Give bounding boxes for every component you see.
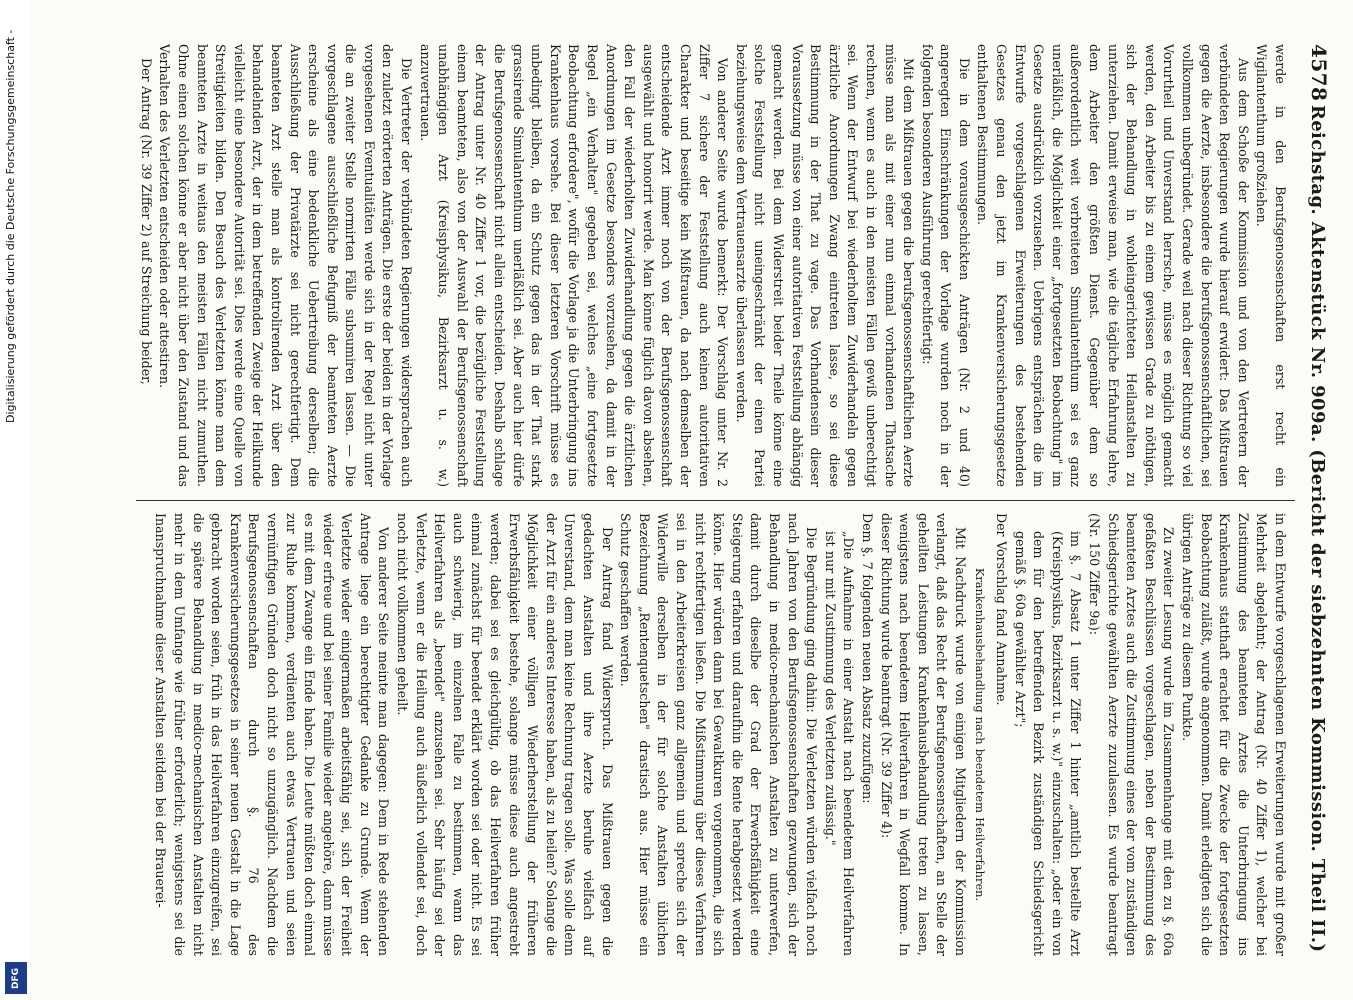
paragraph: Von anderer Seite wurde bemerkt: Der Vorschlag unter Nr. 2 Ziffer 7 sichere der Feststellung auch keinen autoritativen Charakter und beseitige kein Mißtrauen, da nach demselben der entscheidende Arzt immer noch von der Berufsgenossenschaft ausgewählt und honorirt werde. Man könne füglich davon absehen, den Fall der wiederholten Zuwiderhandlung gegen die ärztlichen Anordnungen im Gesetze besonders vorzusehen, da damit in der Regel „ein Verhalten" gegeben sei, welches „eine fortgesetzte Beobachtung erfordere", wofür die Vorlage ja die Unterbringung ins Krankenhaus vorsehe. Bei dieser letzteren Vorschrift müsse es unbedingt bleiben, da ein Schutz gegen das in der That stark grassirende Simulantenthum unerläßlich sei. Aber auch hier dürfe die Berufsgenossenschaft nicht allein entscheiden. Deshalb schlage der Antrag unter Nr. 40 Ziffer 1 vor, die bezügliche Feststellung einem beamteten, also von der Auswahl der Berufsgenossenschaft unabhängigen Arzt (Kreisphysikus, Bezirksarzt u. s. w.) anzuvertrauen. [417, 44, 731, 487]
paragraph: in dem Entwurfe vorgeschlagenen Erweiterungen wurde mit großer Mehrheit abgelehnt; der Antrag (Nr. 40 Ziffer 1), welcher bei Zustimmung des beamteten Arztes die Unterbringung ins Krankenhaus statthaft erachtet für die Zwecke der fortgesetzten Beobachtung zuläßt, wurde angenommen. Damit erledigten sich die übrigen Anträge zu diesem Punkte. [1180, 513, 1288, 956]
dfg-logo: DFG [5, 962, 27, 994]
left-column [136, 44, 1289, 487]
paragraph: Die Vertreter der verbündeten Regierungen widersprachen auch den zuletzt erörterten Anträgen. Die erste der beiden in der Vorlage vorgesehenen Eventualitäten werde sich in der Regel nicht unter die an zweiter Stelle normirten Fälle subsumiren lassen. — Die vorgeschlagene ausschließliche Befugniß der beamteten Aerzte erscheine als eine bedenkliche Uebertreibung derselben; die Ausschließung der Privatärzte sei nicht gerechtfertigt. Dem beamteten Arzt stelle man als kontrolirenden Arzt über den behandelnden Arzt, der in dem betreffenden Zweige der Heilkunde vielleicht eine besondere Autorität sei. Dies werde eine Quelle von Streitigkeiten bilden. Den Besuch des Verletzten könne man dem beamteten Arzte in weitaus den meisten Fällen nicht zumuthen. Ohne einen solchen könne er aber nicht über den Zustand und das Verhalten des Verletzten entscheiden oder attestiren. [157, 44, 415, 487]
column-divider [136, 500, 1295, 501]
paragraph: Die Begründung ging dahin: Die Verletzten würden vielfach noch nach Jahren von den Berufsgenossenschaften gezwungen, sich der Behandlung in medico-mechanischen Anstalten zu unterwerfen, damit durch dieselbe der Grad der Erwerbsfähigkeit eine Steigerung erfahren und daraufhin die Rente herabgesetzt werden könne. Hier würden dann bei Gewaltkuren vorgenommen, die sich nicht rechtfertigen ließen. Die Mißstimmung über dieses Verfahren sei in den Arbeiterkreisen ganz allgemein und spreche sich der Widerwille derselben in der für solche Anstalten üblichen Bezeichnung „Rentenquetschen" drastisch aus. Hier müsse ein Schutz geschaffen werden. [618, 513, 820, 956]
paragraph: Krankenhausbehandlung nach beendetem Heilverfahren. [973, 567, 988, 902]
paragraph: „Die Aufnahme in einer Anstalt nach beendetem Heilverfahren ist nur mit Zustimmung des Verletzten zulässig." [822, 531, 857, 956]
digitization-credit: Digitalisierung gefördert durch die Deutsche Forschungsgemeinschaft - [4, 30, 17, 424]
paragraph: Die in dem vorausgeschickten Anträgen (Nr. 2 und 40) angeregten Einschränkungen der Vorlage wurden noch in der folgenden besonderen Ausführung gerechtfertigt: [919, 44, 972, 487]
paragraph: Der Vorschlag fand Annahme. [994, 513, 1010, 706]
paragraph: werde in den Berufsgenossenschaften erst recht ein Wigilantenthum großziehen. [1254, 44, 1288, 487]
paragraph: Mit dem Mißtrauen gegen die berufsgenossenschaftlichen Aerzte müsse man als mit einer nun einmal vorhandenen Thatsache rechnen, wenn es auch in den meisten Fällen gewiß unberechtigt sei. Wenn der Entwurf bei wiederholtem Zuwiderhandeln gegen ärztliche Anordnungen Zwang eintreten lasse, so sei diese Bestimmung in der That zu vage. Das Vorhandensein dieser Voraussetzung müsse von einer autoritativen Feststellung abhängig gemacht werden. Bei dem Widerstreit beider Theile könne eine solche Feststellung nicht uneingeschränkt der einen Partei beziehungsweise dem Vertrauensarzte überlassen werden. [733, 44, 917, 487]
text-columns [136, 44, 1289, 956]
paragraph: im §. 7 Absatz 1 unter Ziffer 1 hinter „amtlich bestellte Arzt (Kreisphysikus, Bezirksarzt u. s. w.)" einzuschalten: „oder ein von dem für den betreffenden Bezirk zuständigen Schiedsgericht gemäß §. 60a gewählter Arzt"; [1012, 531, 1084, 956]
page-number: 4578 [1307, 44, 1331, 102]
running-title: Reichstag. Aktenstück Nr. 909a. (Bericht der siebzehnten Kommission. Theil II.) [1307, 104, 1328, 953]
digitization-credit-strip [0, 0, 30, 1000]
right-column [136, 513, 1289, 956]
paragraph: Der Antrag fand Widerspruch. Das Mißtrauen gegen die gedachten Anstalten und ihre Aerzte beruhe vielfach auf Unverstand, dem man keine Rechnung tragen solle. Was solle denn der Arzt für ein anderes Interesse haben, als zu heilen? Solange die Möglichkeit einer völligen Wiederherstellung der früheren Erwerbsfähigkeit bestehe, solange müsse diese auch angestrebt werden; dabei sei es gleichgültig, ob das Heilverfahren früher einmal zunächst für beendet erklärt worden sei oder nicht. Es sei auch schwierig, im einzelnen Falle zu bestimmen, wann das Heilverfahren als „beendet" anzusehen sei. Sehr häufig sei der Verletzte, wenn er die Heilung auch äußerlich vollendet sei, doch noch nicht vollkommen geheilt. [395, 513, 615, 956]
paragraph: Aus dem Schoße der Kommission und von den Vertretern der verbündeten Regierungen wurde hierauf erwidert: Das Mißtrauen gegen die Aerzte, insbesondere die berufsgenossenschaftlichen, sei vollkommen unbegründet. Gerade weil nach dieser Richtung so viel Vorurtheil und Unverstand herrsche, müsse es möglich gemacht werden, den Arbeiter bis zu einem gewissen Grade zu nöthigen, sich der Behandlung in wohleingerichteten Heilanstalten zu unterziehen. Damit erweise man, wie die tägliche Erfahrung lehre, dem Arbeiter den größten Dienst. Gegenüber dem so außerordentlich weit verbreiteten Simulantenthum sei es ganz unerläßlich, die Möglichkeit einer „fortgesetzten Beobachtung" im Gesetze ausdrücklich vorzusehen. Uebrigens entsprächen die im Entwurfe vorgeschlagenen Erweiterungen des bestehenden Gesetzes genau den jetzt im Krankenversicherungsgesetze enthaltenen Bestimmungen. [975, 44, 1251, 487]
paragraph: Dem §. 7 folgenden neuen Absatz zuzufügen: [859, 513, 875, 804]
paragraph: Zu zweiter Lesung wurde im Zusammenhange mit den zu §. 60a gefaßten Beschlüssen vorgeschlagen, neben der Bestimmung des beamteten Arztes auch die Zustimmung eines der vom zuständigen Schiedsgerichte gewählten Aerzte zuzulassen. Es wurde beantragt (Nr. 150 Ziffer 9a): [1087, 513, 1177, 956]
paragraph: Der Antrag (Nr. 39 Ziffer 2) auf Streichung beider, [138, 58, 154, 385]
page-header [1291, 44, 1331, 956]
paragraph: Mit Nachdruck wurde von einigen Mitgliedern der Kommission verlangt, daß das Recht der Berufsgenossenschaften, an Stelle der geheilten Leistungen Krankenhausbehandlung treten zu lassen, wenigstens nach beendetem Heilverfahren in Wegfall komme. In dieser Richtung wurde beantragt (Nr. 39 Ziffer 4): [878, 513, 968, 956]
paragraph: Von anderer Seite meinte man dagegen: Dem in Rede stehenden Antrage liege ein berechtigter Gedanke zu Grunde. Wenn der Verletzte wieder einigermaßen arbeitsfähig sei, sich der Freiheit wieder erfreue und bei seiner Familie wieder angehöre, dann müsse es mit dem Zwange ein Ende haben. Die Leute müßten doch einmal zur Ruhe kommen, verdienten auch etwas Vertrauen und seien vernünftigen Gründen doch nicht so unzugänglich. Nachdem die Berufsgenossenschaften durch §. 76 des Krankenversicherungsgesetzes in seiner neuen Gestalt in die Lage gebracht worden seien, früh in das Heilverfahren einzugreifen, sei die spätere Behandlung in medico-mechanischen Anstalten nicht mehr in dem Umfange wie früher erforderlich; wenigstens sei die Inanspruchnahme dieser Anstalten seitdem bei der Brauerei- [153, 513, 392, 956]
